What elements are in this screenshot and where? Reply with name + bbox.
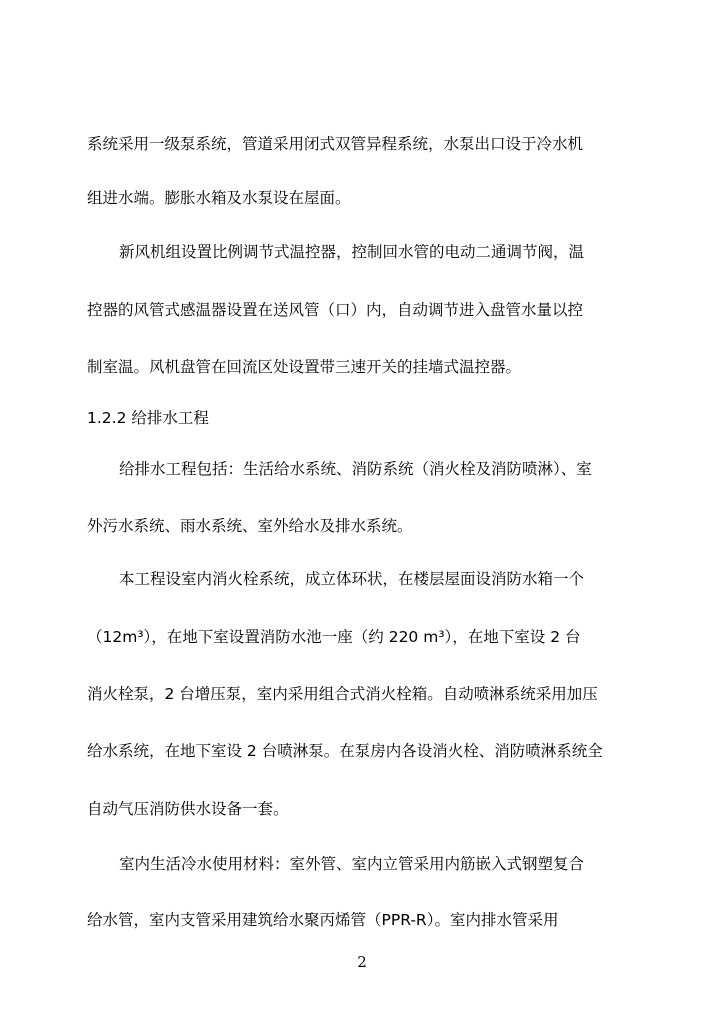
text-line: 室内生活冷水使用材料：室外管、室内立管采用内筋嵌入式钢塑复合	[119, 855, 585, 873]
section-heading: 1.2.2 给排水工程	[87, 409, 209, 427]
text-line: 系统采用一级泵系统，管道采用闭式双管异程系统，水泵出口设于冷水机	[87, 135, 584, 153]
text-line: 制室温。风机盘管在回流区处设置带三速开关的挂墙式温控器。	[87, 358, 522, 376]
text-line: 给水管，室内支管采用建筑给水聚丙烯管（PPR-R）。室内排水管采用	[87, 911, 559, 929]
text-line: 消火栓泵，2 台增压泵，室内采用组合式消火栓箱。自动喷淋系统采用加压	[87, 685, 598, 703]
text-line: 给排水工程包括：生活给水系统、消防系统（消火栓及消防喷淋）、室	[119, 460, 592, 478]
text-line: 控器的风管式感温器设置在送风管（口）内，自动调节进入盘管水量以控	[87, 301, 584, 319]
text-line: 组进水端。膨胀水箱及水泵设在屋面。	[87, 189, 351, 207]
text-line: 外污水系统、雨水系统、室外给水及排水系统。	[87, 517, 413, 535]
page-number: 2	[357, 953, 367, 971]
text-line: （12m³），在地下室设置消防水池一座（约 220 m³），在地下室设 2 台	[87, 628, 581, 646]
text-line: 自动气压消防供水设备一套。	[87, 800, 289, 818]
text-line: 本工程设室内消火栓系统，成立体环状，在楼层屋面设消防水箱一个	[119, 570, 585, 588]
text-line: 新风机组设置比例调节式温控器，控制回水管的电动二通调节阀，温	[119, 243, 585, 261]
text-line: 给水系统，在地下室设 2 台喷淋泵。在泵房内各设消火栓、消防喷淋系统全	[87, 742, 603, 760]
